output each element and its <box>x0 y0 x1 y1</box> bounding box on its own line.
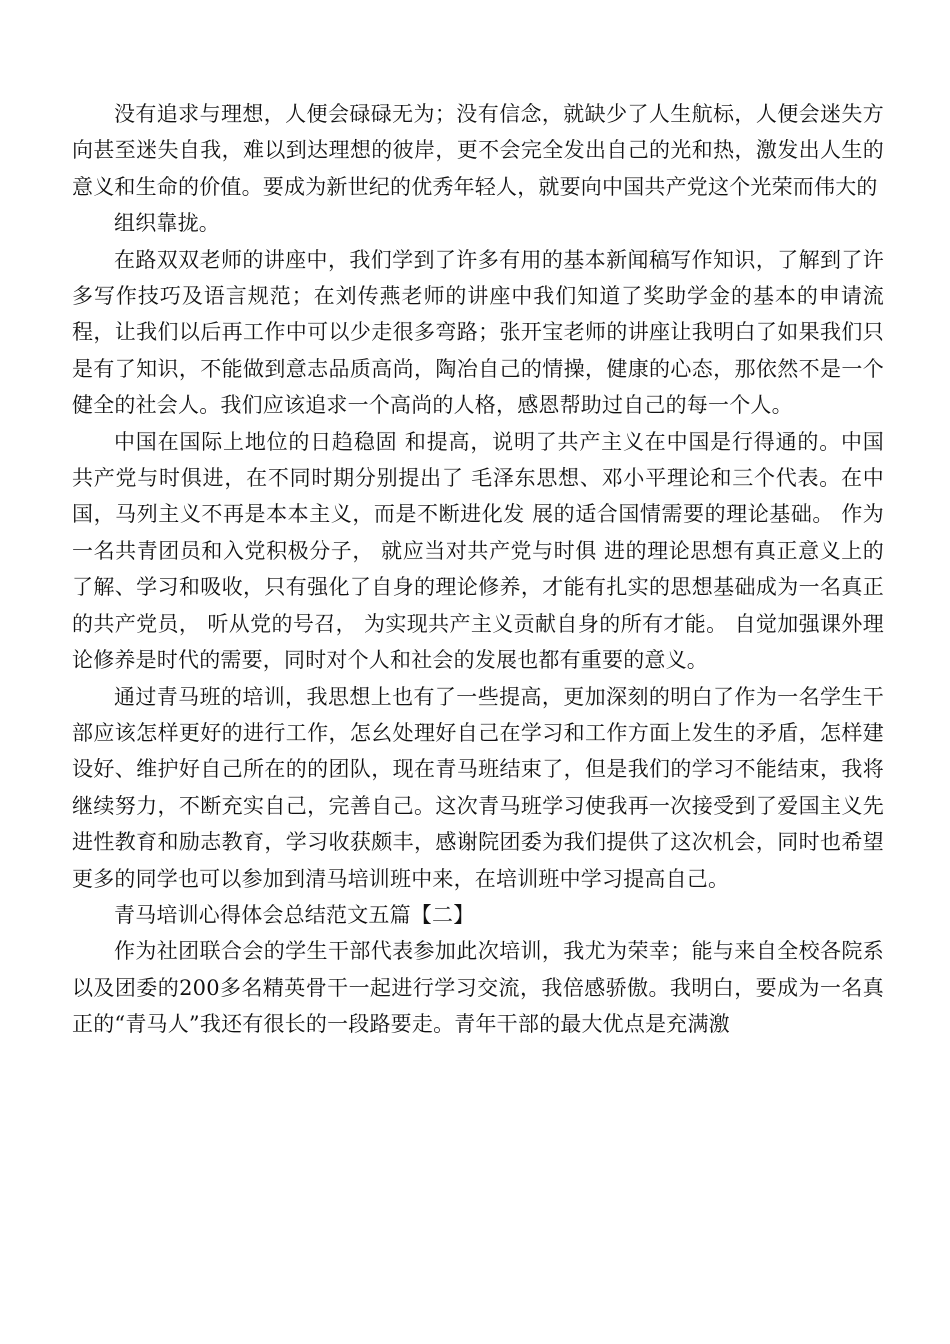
paragraph-ideals: 没有追求与理想，人便会碌碌无为；没有信念，就缺少了人生航标，人便会迷失方向甚至迷失自我，难以到达理想的彼岸，更不会完全发出自己的光和热，激发出人生的意义和生命的价值。要成为新世纪的优秀年轻人，就要向中国共产党这个光荣而伟大的 <box>72 102 884 199</box>
paragraph-closing: 作为社团联合会的学生干部代表参加此次培训，我尤为荣幸；能与来自全校各院系以及团委的200多名精英骨干一起进行学习交流，我倍感骄傲。我明白，要成为一名真正的“青马人”我还有很长的一段路要走。青年干部的最大优点是充满激 <box>72 939 884 1037</box>
section-heading: 青马培训心得体会总结范文五篇【二】 <box>114 902 475 927</box>
document-page <box>72 96 884 1043</box>
paragraph-theory: 中国在国际上地位的日趋稳固 和提高，说明了共产主义在中国是行得通的。中国共产党与时俱进，在不同时期分别提出了 毛泽东思想、邓小平理论和三个代表。在中国，马列主义不再是本本主义，而是不断进化发 展的适合国情需要的理论基础。 作为一名共青团员和入党积极分子， 就应当对共产党与时俱 进的理论思想有真正意义上的了解、学习和吸收，只有强化了自身的理论修养，才能有扎实的思想基础成为一名真正的共产党员， 听从党的号召， 为实现共产主义贡献自身的所有才能。 自觉加强课外理论修养是时代的需要，同时对个人和社会的发展也都有重要的意义。 <box>72 429 884 673</box>
paragraph-organization: 组织靠拢。 <box>114 211 220 236</box>
paragraph-training-summary: 通过青马班的培训，我思想上也有了一些提高，更加深刻的明白了作为一名学生干部应该怎样更好的进行工作，怎幺处理好自己在学习和工作方面上发生的矛盾，怎样建设好、维护好自己所在的的团队，现在青马班结束了，但是我们的学习不能结束，我将继续努力，不断充实自己，完善自己。这次青马班学习使我再一次接受到了爱国主义先进性教育和励志教育，学习收获颇丰，感谢院团委为我们提供了这次机会，同时也希望更多的同学也可以参加到清马培训班中来，在培训班中学习提高自己。 <box>72 684 884 891</box>
paragraph-lectures: 在路双双老师的讲座中，我们学到了许多有用的基本新闻稿写作知识，了解到了许多写作技巧及语言规范；在刘传燕老师的讲座中我们知道了奖助学金的基本的申请流程，让我们以后再工作中可以少走很多弯路；张开宝老师的讲座让我明白了如果我们只是有了知识，不能做到意志品质高尚，陶冶自己的情操，健康的心态，那依然不是一个健全的社会人。我们应该追求一个高尚的人格，感恩帮助过自己的每一个人。 <box>72 247 884 418</box>
